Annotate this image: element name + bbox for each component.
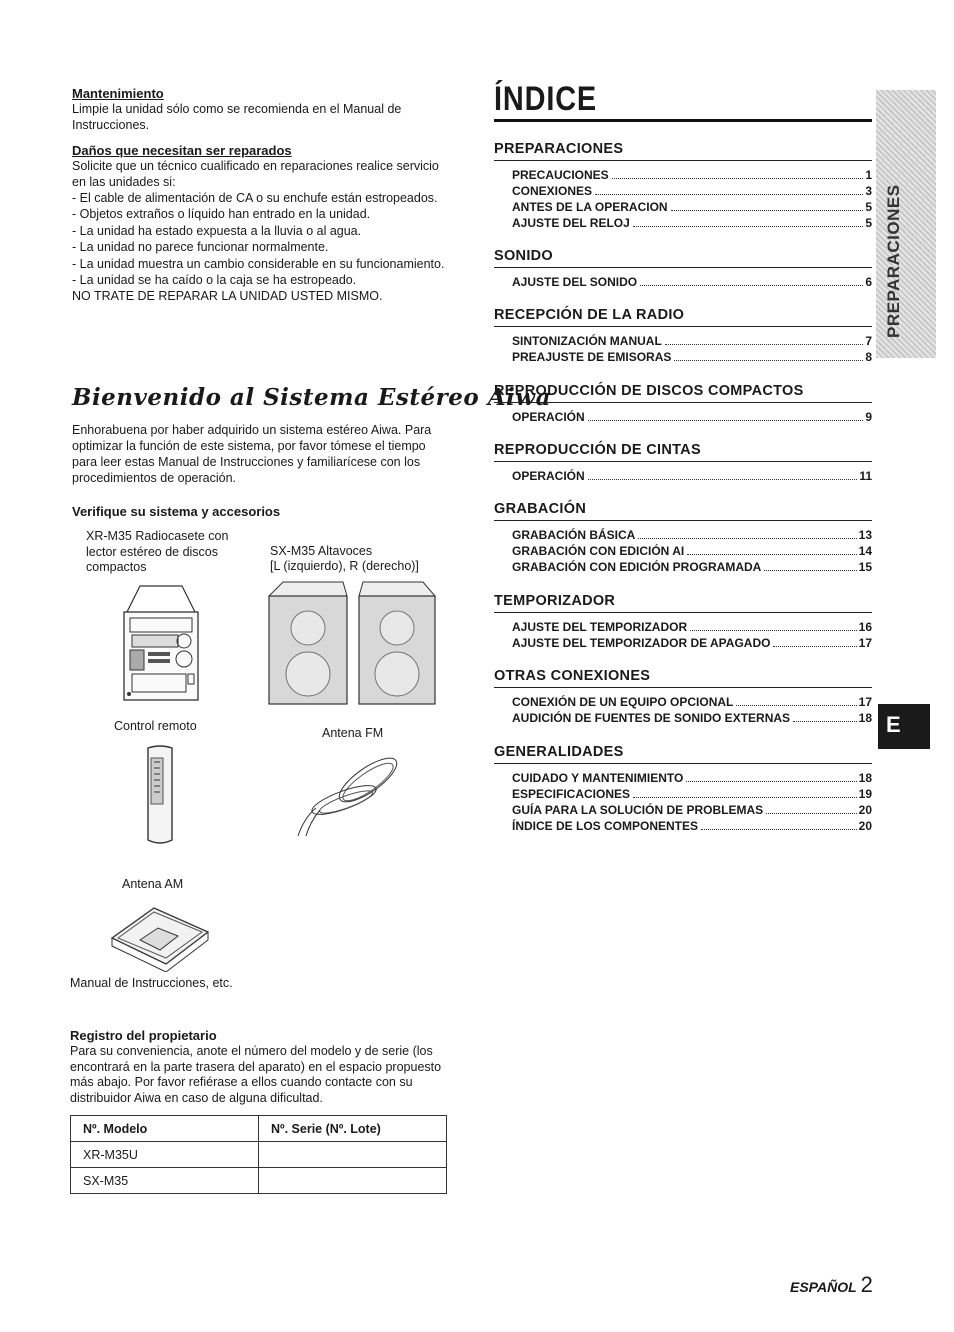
maintenance-heading: Mantenimiento <box>72 86 164 101</box>
am-caption: Antena AM <box>122 877 184 891</box>
index-entry[interactable]: GRABACIÓN CON EDICIÓN AI 14 <box>512 544 872 558</box>
section-title: OTRAS CONEXIONES <box>494 668 872 688</box>
index-entry[interactable]: AJUSTE DEL RELOJ 5 <box>512 216 872 230</box>
stereo-unit-image <box>118 584 204 704</box>
serial-cell <box>259 1168 447 1194</box>
index-entry[interactable]: CUIDADO Y MANTENIMIENTO 18 <box>512 771 872 785</box>
speakers-caption: SX-M35 Altavoces <box>270 544 373 558</box>
index-entry[interactable]: SINTONIZACIÓN MANUAL 7 <box>512 334 872 348</box>
index-section <box>494 383 872 425</box>
manual-caption: Manual de Instrucciones, etc. <box>70 976 233 990</box>
section-title: TEMPORIZADOR <box>494 593 872 613</box>
registry-text: Para su conveniencia, anote el número del modelo y de serie (los encontrará en la parte trasera del aparato) en el espacio propuesto más abajo. Por favor refiérase a ellos cuando contacte con su distribuidor Aiwa en caso de alguna dificultad. <box>70 1044 442 1105</box>
model-cell: XR-M35U <box>71 1142 259 1168</box>
damage-intro: Solicite que un técnico cualificado en reparaciones realice servicio en las unidades si: <box>72 159 439 189</box>
footer-language: ESPAÑOL <box>790 1279 857 1295</box>
side-tab-label: PREPARACIONES <box>884 184 903 338</box>
index-entry[interactable]: CONEXIONES 3 <box>512 184 872 198</box>
section-title: REPRODUCCIÓN DE CINTAS <box>494 442 872 462</box>
section-title: SONIDO <box>494 248 872 268</box>
serial-cell <box>259 1142 447 1168</box>
section-title: REPRODUCCIÓN DE DISCOS COMPACTOS <box>494 383 872 403</box>
table-row <box>71 1168 447 1194</box>
page-footer <box>790 1272 873 1298</box>
index-title: ÍNDICE <box>494 80 598 118</box>
index-section <box>494 141 872 231</box>
registry-table <box>70 1115 447 1194</box>
speakers-caption-2: [L (izquierdo), R (derecho)] <box>270 559 419 573</box>
unit-caption: XR-M35 Radiocasete con lector estéreo de discos compactos <box>86 529 229 574</box>
page-number: 2 <box>860 1272 873 1297</box>
section-side-tab <box>876 90 936 358</box>
remote-control-image <box>140 744 180 848</box>
list-item: - La unidad se ha caído o la caja se ha estropeado. <box>72 273 357 288</box>
speakers-image <box>265 578 437 708</box>
list-item: - La unidad muestra un cambio considerable en su funcionamiento. <box>72 256 445 271</box>
list-item: - La unidad no parece funcionar normalmente. <box>72 240 329 255</box>
index-entry[interactable]: OPERACIÓN 9 <box>512 410 872 424</box>
index-section <box>494 501 872 575</box>
index-entry[interactable]: GRABACIÓN CON EDICIÓN PROGRAMADA 15 <box>512 560 872 574</box>
index-entry[interactable]: ÍNDICE DE LOS COMPONENTES 20 <box>512 819 872 833</box>
index-section <box>494 307 872 365</box>
index-entry[interactable]: ANTES DE LA OPERACION 5 <box>512 200 872 214</box>
index-entry[interactable]: AJUSTE DEL SONIDO 6 <box>512 275 872 289</box>
index-entry[interactable]: PRECAUCIONES 1 <box>512 168 872 182</box>
language-tab <box>878 704 930 749</box>
index-entry[interactable]: AJUSTE DEL TEMPORIZADOR DE APAGADO 17 <box>512 636 872 650</box>
index-entry[interactable]: GUÍA PARA LA SOLUCIÓN DE PROBLEMAS 20 <box>512 803 872 817</box>
welcome-text: Enhorabuena por haber adquirido un sistema estéreo Aiwa. Para optimizar la función de este sistema, por favor tómese el tiempo para leer estas Manual de Instrucciones y familiarícese con los procedimientos de operación. <box>72 423 432 485</box>
index-section <box>494 744 872 834</box>
section-title: RECEPCIÓN DE LA RADIO <box>494 307 872 327</box>
table-row <box>71 1142 447 1168</box>
maintenance-text: Limpie la unidad sólo como se recomienda en el Manual de Instrucciones. <box>72 102 402 132</box>
left-column <box>72 86 452 304</box>
table-header-row <box>71 1116 447 1142</box>
section-title: GENERALIDADES <box>494 744 872 764</box>
index-entry[interactable]: GRABACIÓN BÁSICA 13 <box>512 528 872 542</box>
serial-header: Nº. Serie (Nº. Lote) <box>259 1116 447 1142</box>
am-antenna-image <box>104 898 216 972</box>
list-item: - La unidad ha estado expuesta a la lluvia o al agua. <box>72 223 362 238</box>
remote-caption: Control remoto <box>114 719 197 733</box>
index-section <box>494 248 872 290</box>
model-header: Nº. Modelo <box>71 1116 259 1142</box>
fm-antenna-image <box>288 752 412 842</box>
list-item: - El cable de alimentación de CA o su enchufe están estropeados. <box>72 191 438 205</box>
section-title: GRABACIÓN <box>494 501 872 521</box>
index-title-rule <box>494 119 872 122</box>
index-entry[interactable]: CONEXIÓN DE UN EQUIPO OPCIONAL 17 <box>512 695 872 709</box>
index-entry[interactable]: AUDICIÓN DE FUENTES DE SONIDO EXTERNAS 18 <box>512 711 872 725</box>
language-tab-label: E <box>886 712 901 737</box>
index-entry[interactable]: ESPECIFICACIONES 19 <box>512 787 872 801</box>
list-item: - Objetos extraños o líquido han entrado en la unidad. <box>72 207 371 222</box>
registry-heading: Registro del propietario <box>70 1028 217 1043</box>
model-cell: SX-M35 <box>71 1168 259 1194</box>
fm-caption: Antena FM <box>322 726 384 740</box>
index-section <box>494 593 872 651</box>
verify-heading: Verifique su sistema y accesorios <box>72 504 281 519</box>
index-entry[interactable]: OPERACIÓN 11 <box>512 469 872 483</box>
damage-list <box>72 190 452 288</box>
damage-warning: NO TRATE DE REPARAR LA UNIDAD USTED MISMO. <box>72 289 383 304</box>
damage-heading: Daños que necesitan ser reparados <box>72 143 292 158</box>
index-section <box>494 442 872 484</box>
section-title: PREPARACIONES <box>494 141 872 161</box>
index-section <box>494 668 872 726</box>
index-entry[interactable]: AJUSTE DEL TEMPORIZADOR 16 <box>512 620 872 634</box>
welcome-title: Bienvenido al Sistema Estéreo Aiwa <box>72 384 551 411</box>
index-entry[interactable]: PREAJUSTE DE EMISORAS 8 <box>512 350 872 364</box>
